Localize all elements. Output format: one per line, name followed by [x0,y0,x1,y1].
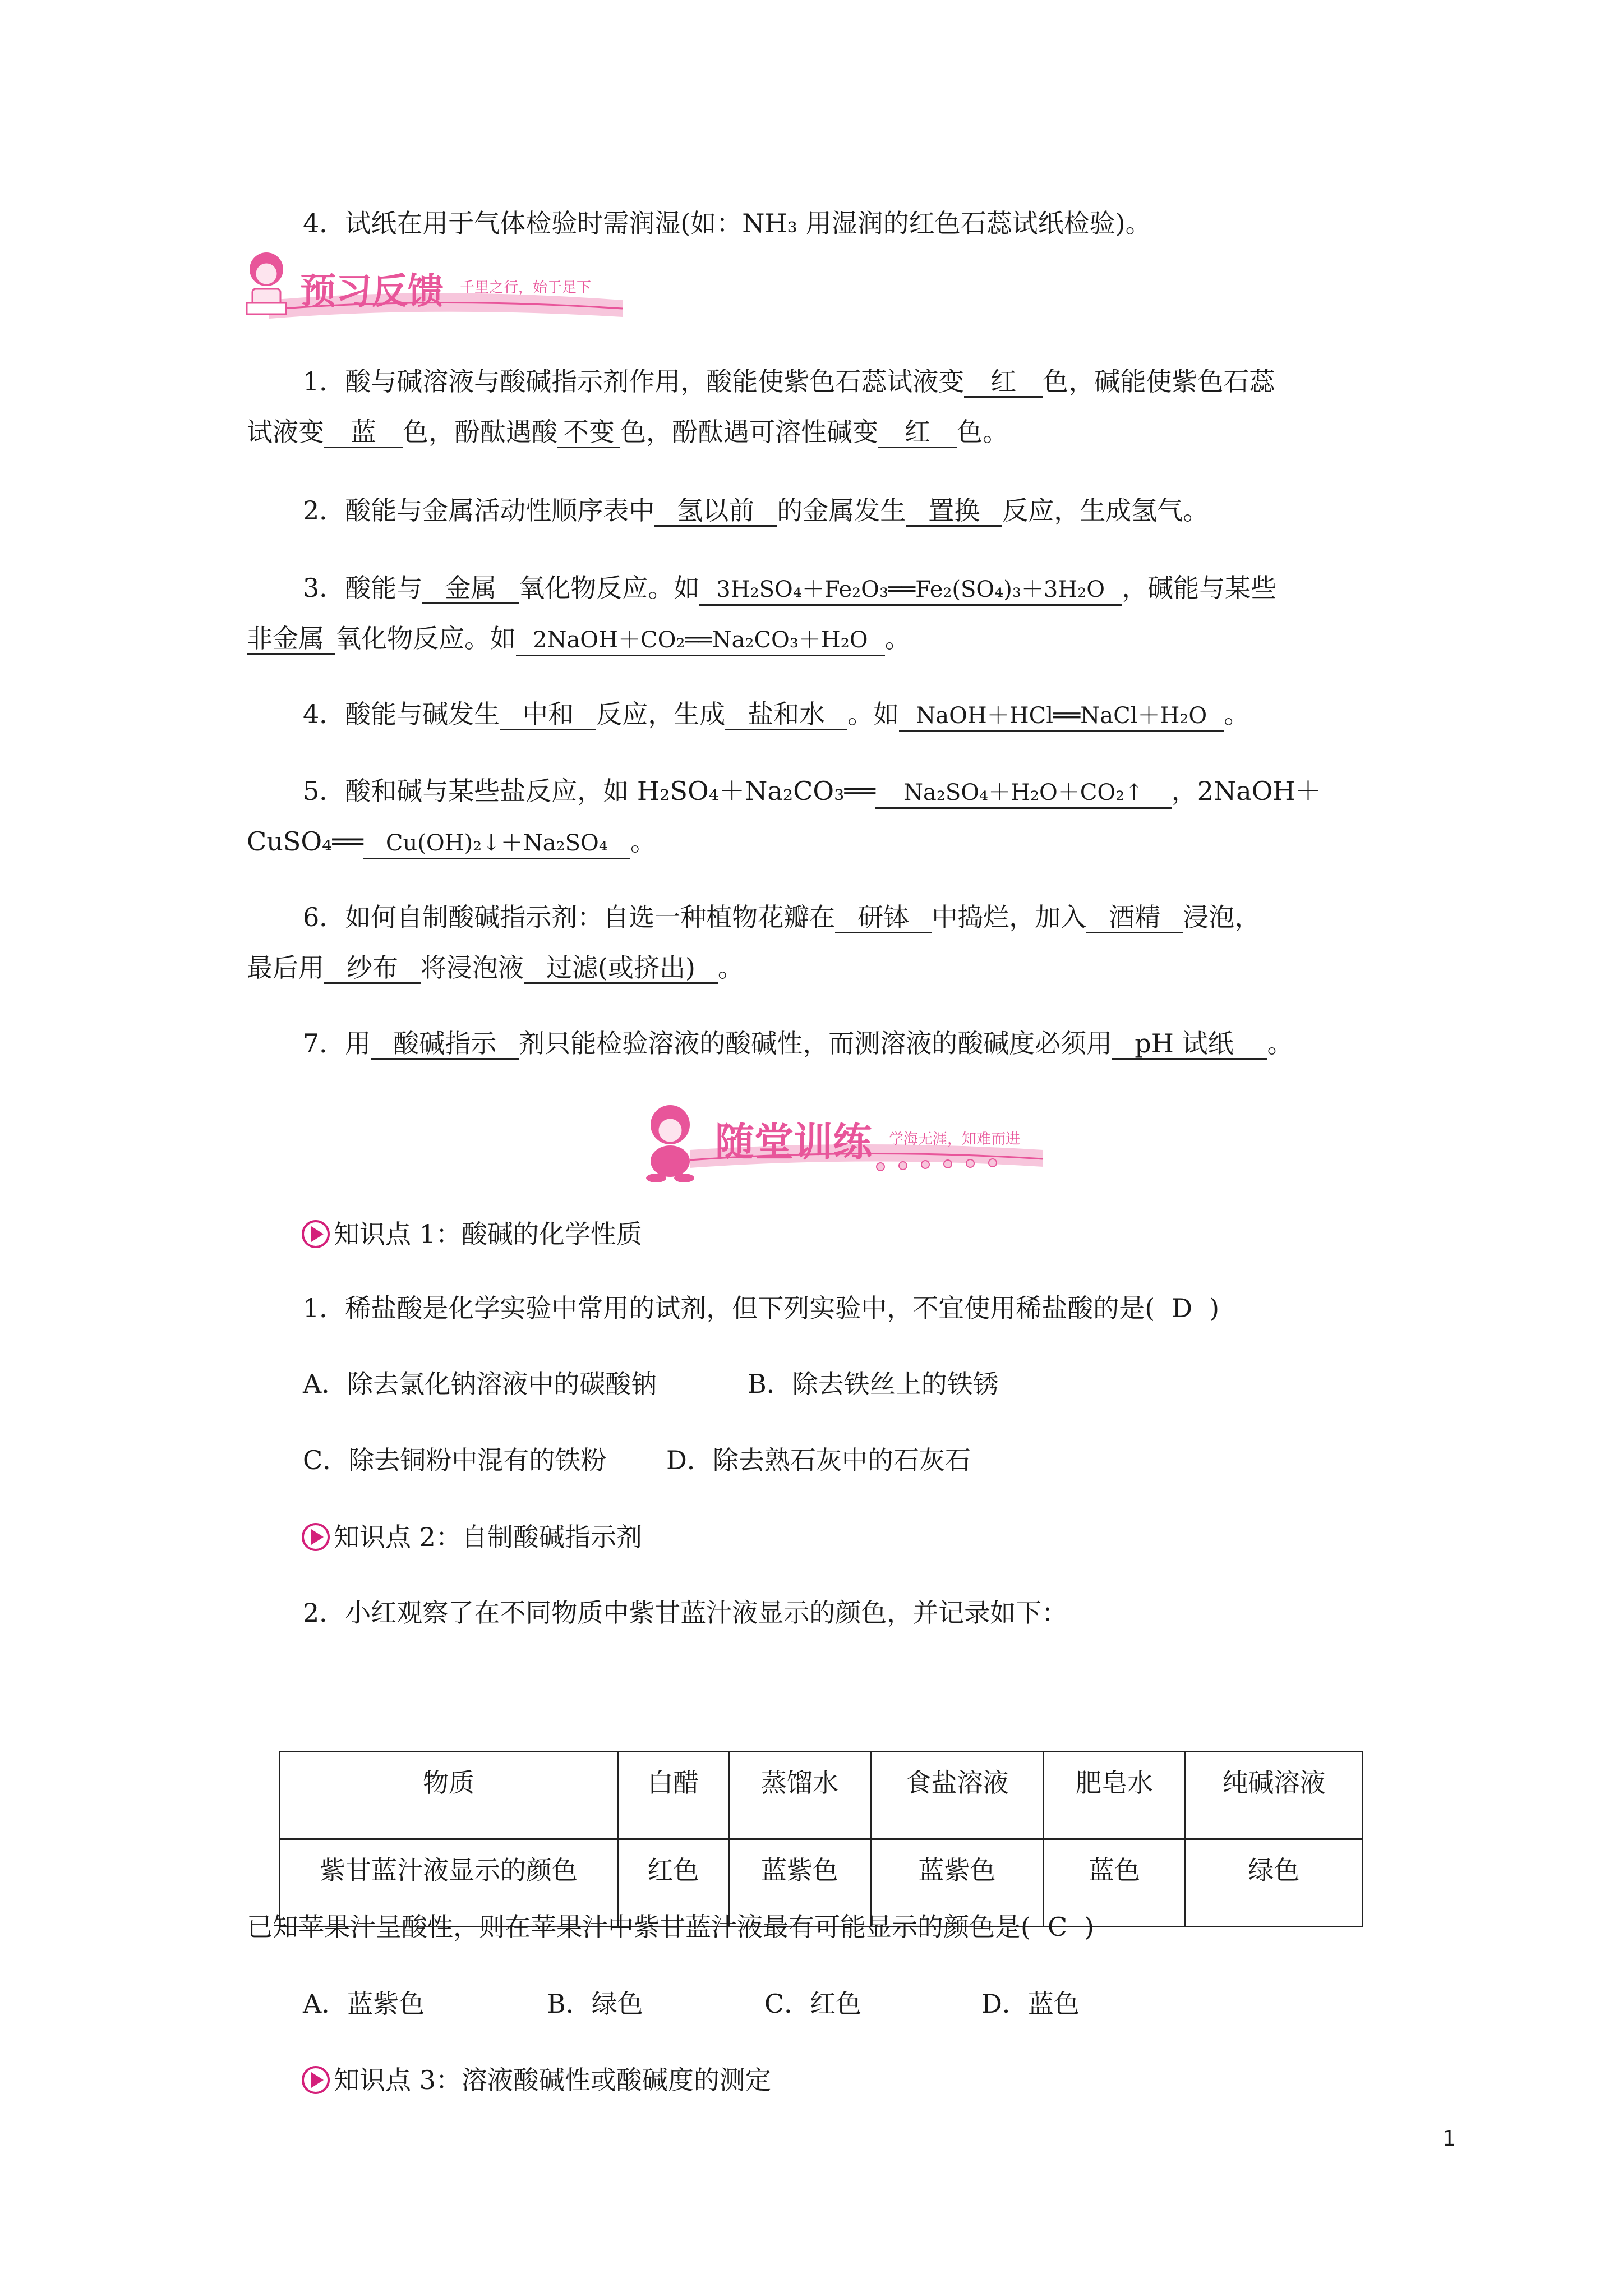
knowledge-point-2: 知识点 2：自制酸碱指示剂 [301,1520,642,1554]
answer-blank: 中和 [500,700,596,730]
table-cell: 食盐溶液 [871,1752,1044,1839]
banner-practice-title: 随堂训练 [715,1119,872,1165]
preview-q6-line1: 6．如何自制酸碱指示剂：自选一种植物花瓣在 研钵 中捣烂，加入 酒精 浸泡， [303,902,1261,932]
answer-blank: 氢以前 [654,496,777,527]
preview-q7: 7．用 酸碱指示 剂只能检验溶液的酸碱性，而测溶液的酸碱度必须用 pH 试纸 。 [303,1028,1293,1059]
practice-q2-option-c: C．红色 [764,1989,862,2019]
table-cell: 蓝色 [1044,1839,1186,1927]
preview-q4: 4．酸能与碱发生 中和 反应，生成 盐和水 。如 NaOH＋HCl══NaCl＋H₂O 。 [303,697,1249,732]
play-marker-icon [301,1220,330,1249]
practice-q1-stem: 1．稀盐酸是化学实验中常用的试剂，但下列实验中，不宜使用稀盐酸的是( D ) [303,1291,1219,1325]
intro-line-4: 4．试纸在用于气体检验时需润湿(如：NH₃ 用湿润的红色石蕊试纸检验)。 [303,208,1151,238]
practice-q2-option-a: A．蓝紫色 [303,1989,425,2019]
banner-preview-title: 预习反馈 [300,271,444,312]
answer-blank: 红 [964,367,1043,398]
table-cell: 纯碱溶液 [1186,1752,1363,1839]
girl-reading-icon [247,252,286,314]
table-cell: 蓝紫色 [871,1839,1044,1927]
answer-blank: 金属 [422,573,519,604]
answer-blank: 纱布 [324,953,421,984]
practice-q1-option-d: D．除去熟石灰中的石灰石 [666,1445,971,1475]
answer-choice: C [1047,1912,1068,1942]
preview-q2: 2．酸能与金属活动性顺序表中 氢以前 的金属发生 置换 反应，生成氢气。 [303,495,1209,526]
practice-q2-option-d: D．蓝色 [981,1989,1080,2019]
answer-blank: 2NaOH＋CO₂══Na₂CO₃＋H₂O [516,625,885,656]
table-cell: 红色 [618,1839,729,1927]
color-table [279,1751,1363,1927]
table-cell: 蓝紫色 [729,1839,871,1927]
answer-choice: D [1172,1293,1193,1323]
practice-q2-stem: 2．小红观察了在不同物质中紫甘蓝汁液显示的颜色，并记录如下： [303,1598,1068,1628]
answer-blank: NaOH＋HCl══NaCl＋H₂O [899,701,1224,732]
preview-q3-line1: 3．酸能与 金属 氧化物反应。如 3H₂SO₄＋Fe₂O₃══Fe₂(SO₄)₃＋3H₂O ，碱能与某些 [303,571,1276,606]
preview-q5-line2: CuSO₄══ Cu(OH)₂↓＋Na₂SO₄ 。 [247,825,656,859]
answer-blank: 酒精 [1086,903,1183,933]
practice-q1-option-b: B．除去铁丝上的铁锈 [748,1369,999,1399]
answer-blank: 非金属 [247,624,335,655]
practice-q2-option-b: B．绿色 [547,1989,643,2019]
table-cell: 白醋 [618,1752,729,1839]
banner-preview-slogan: 千里之行，始于足下 [460,279,592,296]
table-cell: 肥皂水 [1044,1752,1186,1839]
table-cell: 蒸馏水 [729,1752,871,1839]
preview-q5-line1: 5．酸和碱与某些盐反应，如 H₂SO₄＋Na₂CO₃══ Na₂SO₄＋H₂O＋CO₂↑ ，2NaOH＋ [303,774,1321,809]
preview-q3-line2: 非金属 氧化物反应。如 2NaOH＋CO₂══Na₂CO₃＋H₂O 。 [247,622,911,656]
table-cell: 紫甘蓝汁液显示的颜色 [280,1839,618,1927]
practice-q1-option-c: C．除去铜粉中混有的铁粉 [303,1445,607,1475]
answer-blank: 置换 [906,496,1002,527]
page-number: 1 [1442,2126,1456,2151]
banner-preview [236,247,628,331]
preview-q1-line2: 试液变 蓝 色，酚酞遇酸 不变 色，酚酞遇可溶性碱变 红 色。 [247,417,1008,447]
answer-blank: 过滤(或挤出) [524,953,718,984]
cartoon-boy-icon [646,1105,694,1182]
table-cell: 物质 [280,1752,618,1839]
knowledge-point-1: 知识点 1：酸碱的化学性质 [301,1217,642,1251]
banner-practice [628,1099,1054,1184]
preview-q6-line2: 最后用 纱布 将浸泡液 过滤(或挤出) 。 [247,953,744,983]
answer-blank: 蓝 [324,417,403,448]
answer-blank: 红 [878,417,957,448]
answer-blank: Na₂SO₄＋H₂O＋CO₂↑ [875,778,1172,809]
answer-blank: Cu(OH)₂↓＋Na₂SO₄ [363,829,630,859]
banner-practice-slogan: 学海无涯，知难而进 [889,1131,1021,1148]
preview-q1-line1: 1．酸与碱溶液与酸碱指示剂作用，酸能使紫色石蕊试液变 红 色，碱能使紫色石蕊 [303,366,1275,397]
answer-blank: pH 试纸 [1112,1029,1267,1060]
answer-blank: 盐和水 [725,700,847,730]
play-marker-icon [301,2065,330,2095]
practice-q2-question: 已知苹果汁呈酸性，则在苹果汁中紫甘蓝汁液最有可能显示的颜色是( C ) [247,1910,1094,1944]
answer-blank: 研钵 [835,903,932,933]
table-row [280,1752,1363,1839]
play-marker-icon [301,1522,330,1552]
knowledge-point-3: 知识点 3：溶液酸碱性或酸碱度的测定 [301,2063,771,2097]
table-cell: 绿色 [1186,1839,1363,1927]
answer-blank: 不变 [557,417,620,448]
answer-blank: 3H₂SO₄＋Fe₂O₃══Fe₂(SO₄)₃＋3H₂O [699,575,1122,606]
answer-blank: 酸碱指示 [371,1029,519,1060]
practice-q1-option-a: A．除去氯化钠溶液中的碳酸钠 [303,1369,657,1399]
